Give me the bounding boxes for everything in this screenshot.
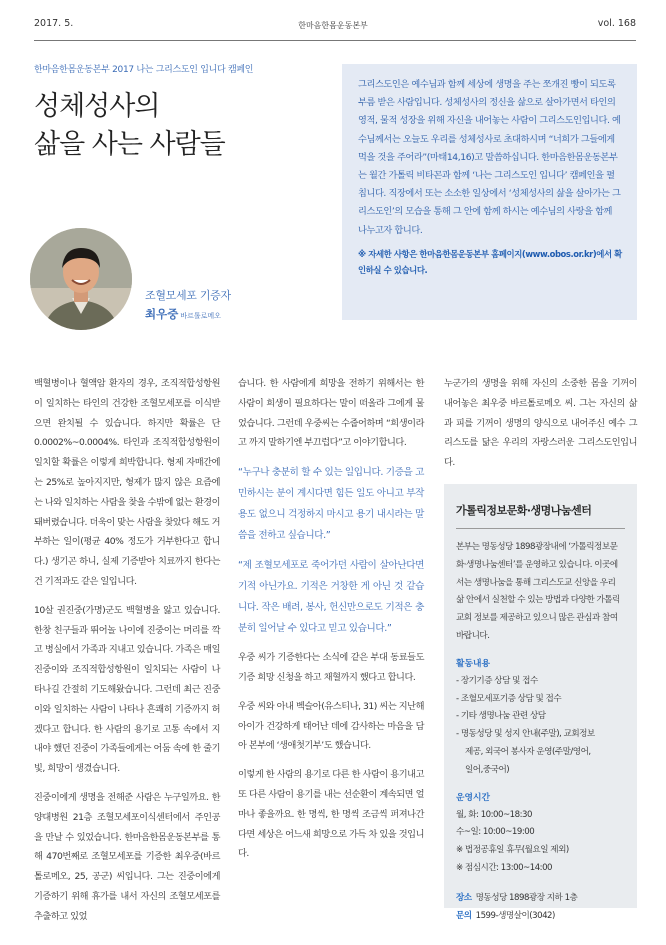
list-item: ※ 법정공휴일 휴무(월요일 제외) [456, 845, 569, 856]
donor-baptismal-name: 바르톨로메오 [180, 312, 221, 320]
intro-text: 그리스도인은 예수님과 함께 세상에 생명을 주는 쪼개진 빵이 되도록 부름 받은 사람입니다. 성체성사의 정신을 삶으로 살아가면서 타인의 영적, 물적 성장을 위해 자신을 내어놓는 사람이 그리스도인입니다. 예수님께서는 오늘도 우리를 성체성사로 초대하시며 “너희가 그들에게 먹을 것을 주어라”(마태14,16)고 말씀하십니다. 한마음한몸운동본부는 월간 가톨릭 비타꼰과 함께 ‘나는 그리스도인 입니다’ 캠페인을 펼칩니다. 직장에서 또는 소소한 일상에서 ‘성체성사의 삶을 살아가는 그리스도인’의 모습을 통해 그 안에 함께 하시는 예수님의 사랑을 함께 나누고자 합니다. [358, 79, 621, 236]
info-center-title: 가톨릭정보문화·생명나눔센터 [456, 504, 592, 517]
activities-list [456, 673, 625, 780]
place-label: 장소 [456, 892, 472, 903]
info-center-box [444, 484, 637, 921]
hours-heading: 운영시간 [456, 792, 490, 803]
pull-quote: “누구나 충분히 할 수 있는 일입니다. 기증을 고민하시는 분이 계시다면 힘든 일도 아니고 부작용도 없으니 걱정하지 마시고 용기 내시라는 말씀을 전하고 싶습니다.” [238, 467, 424, 542]
place-line [456, 890, 625, 908]
paragraph: 백혈병이나 혈액암 환자의 경우, 조직적합성항원이 일치하는 타인의 건강한 조혈모세포를 이식받으면 완치될 수 있습니다. 하지만 확률은 단 0.0002%~0.0004%. 타인과 조직적합성항원이 일치할 확률은 이렇게 희박합니다. 형제 자매간에는 25%로 높아지지만, 형제가 많지 않은 요즘에는 나와 일치하는 사람을 찾을 수밖에 없는 환경이 돼버렸습니다. 더욱이 맞는 사람을 찾았다 해도 거부하는 일이(평균 40% 정도가 거부한다고 합니다.) 생기곤 하니, 실제 기증받아 치료까지 한다는 건 기적과도 같은 일입니다. [34, 378, 220, 587]
list-item: 월, 화: 10:00~18:30 [456, 809, 532, 820]
title-line-2: 삶을 사는 사람들 [34, 129, 225, 160]
donor-name [145, 306, 221, 322]
list-item: - 명동성당 및 성지 안내(주말), 교회정보 [456, 729, 595, 740]
phone-line [456, 908, 625, 926]
title-line-1: 성체성사의 [34, 91, 160, 122]
article-column-2 [238, 374, 424, 873]
list-item: - 기타 생명나눔 관련 상담 [456, 711, 546, 722]
info-center-divider [456, 528, 625, 529]
list-item: - 장기기증 상담 및 접수 [456, 675, 538, 686]
paragraph: 우중 씨와 아내 벡슬아(유스티나, 31) 씨는 지난해 아이가 건강하게 태어난 데에 감사하는 마음을 담아 본부에 ‘생애첫기부’도 했습니다. [238, 700, 425, 752]
paragraph: 우중 씨가 기증한다는 소식에 같은 부대 동료들도 기증 희망 신청을 하고 채혈까지 했다고 합니다. [238, 652, 424, 683]
list-item: 일어,중국어) [465, 764, 510, 775]
volume-number: vol. 168 [597, 18, 636, 29]
paragraph: 누군가의 생명을 위해 자신의 소중한 몸을 기꺼이 내어놓은 최우중 바르톨로메오 씨. 그는 자신의 삶과 피를 기꺼이 생명의 양식으로 내어주신 예수 그리스도를 닮은 우리의 자랑스러운 그리스도인입니다. [444, 378, 637, 469]
hours-list [456, 807, 625, 878]
info-center-description: 본부는 명동성당 1898광장내에 ‘가톨릭정보문화·생명나눔센터’를 운영하고 있습니다. 이곳에서는 생명나눔을 통해 그리스도교 신앙을 우리 삶 안에서 실천할 수 있는 방법과 다양한 가톨릭교회 정보를 제공하고 있으니 많은 관심과 참여 바랍니다. [456, 542, 620, 641]
issue-date: 2017. 5. [34, 18, 74, 29]
paragraph: 10살 권진중(가명)군도 백혈병을 앓고 있습니다. 한창 친구들과 뛰어놀 나이에 진중이는 머리를 깍고 병실에서 가족과 지내고 있습니다. 가족은 매일 진중이와 조직적합성항원이 일치되는 사람이 나타나길 간절히 기도해왔습니다. 그런데 최근 진중이와 일치하는 사람이 나타나 흔쾌히 기증까지 허겠다고 합니다. 한 사람의 용기로 고통 속에서 지내야 했던 진중이 가족들에게는 어둠 속에 한 줄기 빛, 희망이 생겼습니다. [34, 604, 220, 775]
campaign-label: 한마음한몸운동본부 2017 나는 그리스도인 입니다 캠페인 [34, 65, 254, 75]
article-column-1 [34, 374, 220, 936]
phone-value: 1599-생명살이(3042) [475, 910, 555, 921]
activities-heading: 활동내용 [456, 658, 490, 669]
header-divider [34, 40, 636, 41]
donor-role: 조혈모세포 기증자 [145, 289, 231, 302]
list-item: ※ 점심시간: 13:00~14:00 [456, 862, 552, 873]
intro-note: ※ 자세한 사항은 한마음한몸운동본부 홈페이지(www.obos.or.kr)에서 확인하실 수 있습니다. [358, 248, 622, 275]
article-column-3 [444, 374, 637, 482]
contact-info [456, 890, 625, 926]
paragraph: 이렇게 한 사람의 용기로 다른 한 사람이 용기내고 또 다른 사람이 용기를 내는 선순환이 계속되면 얼마나 좋을까요. 한 명씩, 한 명씩 조금씩 퍼져나간다면 세상은 어느새 희망으로 가득 차 있을 것입니다. [238, 769, 424, 860]
list-item: 제공, 외국어 봉사자 운영(주말/영어, [465, 746, 591, 757]
place-value: 명동성당 1898광장 지하 1층 [475, 892, 578, 903]
paragraph: 진중이에게 생명을 전해준 사람은 누구일까요. 한양대병원 21층 조혈모세포이식센터에서 주인공을 만날 수 있었습니다. 한마음한몸운동본부를 통해 470번째로 조혈모세포를 기증한 최우중(바르톨로메오, 25, 공군) 씨입니다. 그는 진중이에게 기증하기 위해 휴가를 내서 자신의 조혈모세포를 추출하고 있었 [34, 791, 220, 922]
donor-portrait [30, 228, 132, 330]
list-item: 수~일: 10:00~19:00 [456, 827, 535, 838]
paragraph: 습니다. 한 사람에게 희망을 전하기 위해서는 한 사람이 희생이 필요하다는 말이 떠올라 그에게 물었습니다. 그런데 우중씨는 수줍어하며 “희생이라고 까지 말하기엔 부끄럽다”고 이야기합니다. [238, 378, 424, 449]
donor-name-text: 최우중 [145, 307, 179, 321]
list-item: - 조혈모세포기증 상담 및 접수 [456, 693, 562, 704]
pull-quote: “제 조혈모세포로 죽어가던 사람이 살아난다면 기적 아닌가요. 기적은 거창한 게 아닌 것 같습니다. 작은 배려, 봉사, 헌신만으로도 기적은 충분히 일어날 수 있다고 믿고 있습니다.” [238, 560, 424, 635]
publisher-name: 한마음한몸운동본부 [298, 21, 368, 30]
phone-label: 문의 [456, 910, 472, 921]
article-title [34, 88, 225, 164]
campaign-intro-box [342, 64, 637, 320]
portrait-illustration [30, 228, 132, 330]
